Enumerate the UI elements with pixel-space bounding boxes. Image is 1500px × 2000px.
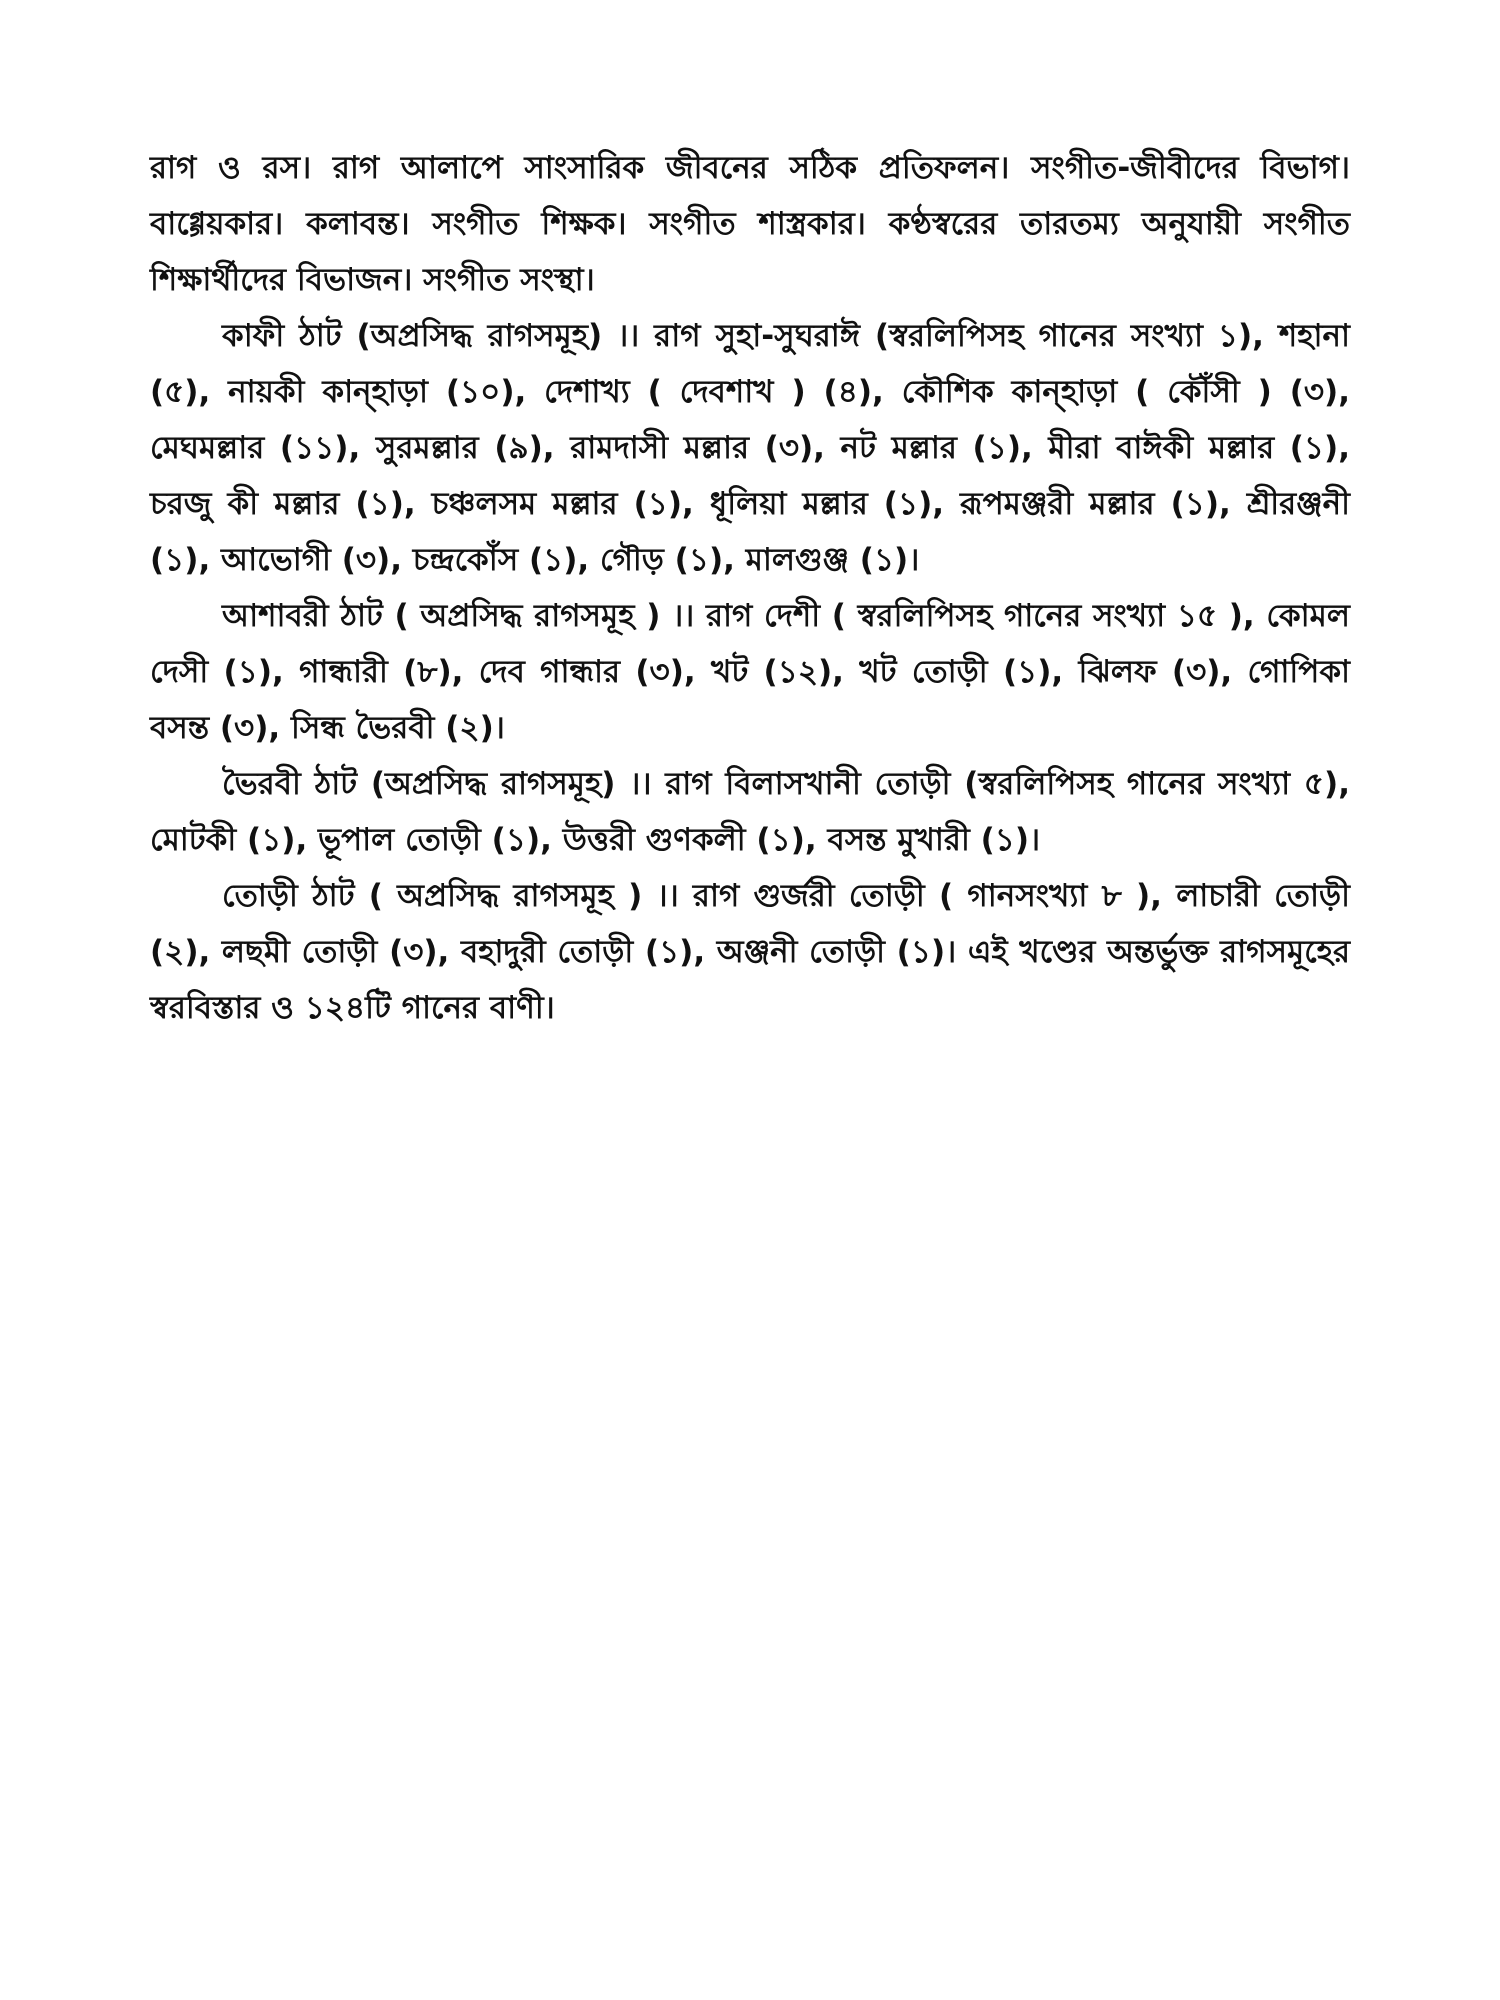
paragraph-topics: রাগ ও রস। রাগ আলাপে সাংসারিক জীবনের সঠিক প্রতিফলন। সংগীত-জীবীদের বিভাগ। বাগ্গেয়কার। কলাবন্ত। সংগীত শিক্ষক। সংগীত শাস্ত্রকার। কণ্ঠস্বরের তারতম্য অনুযায়ী সংগীত শিক্ষার্থীদের বিভাজন। সংগীত সংস্থা। [150, 150, 1350, 298]
paragraph-bhairavi-thaat: ভৈরবী ঠাট (অপ্রসিদ্ধ রাগসমূহ) ।। রাগ বিলাসখানী তোড়ী (স্বরলিপিসহ গানের সংখ্যা ৫), মোটকী (১), ভূপাল তোড়ী (১), উত্তরী গুণকলী (১), বসন্ত মুখারী (১)। [150, 766, 1350, 858]
paragraph-kafi-thaat: কাফী ঠাট (অপ্রসিদ্ধ রাগসমূহ) ।। রাগ সুহা-সুঘরাঈ (স্বরলিপিসহ গানের সংখ্যা ১), শহানা (৫), নায়কী কান্হাড়া (১০), দেশাখ্য ( দেবশাখ ) (৪), কৌশিক কান্হাড়া ( কৌঁসী ) (৩), মেঘমল্লার (১১), সুরমল্লার (৯), রামদাসী মল্লার (৩), নট মল্লার (১), মীরা বাঈকী মল্লার (১), চরজু কী মল্লার (১), চঞ্চলসম মল্লার (১), ধূলিয়া মল্লার (১), রূপমঞ্জরী মল্লার (১), শ্রীরঞ্জনী (১), আভোগী (৩), চন্দ্রকোঁস (১), গৌড় (১), মালগুঞ্জ (১)। [150, 318, 1350, 578]
paragraph-asavari-thaat: আশাবরী ঠাট ( অপ্রসিদ্ধ রাগসমূহ ) ।। রাগ দেশী ( স্বরলিপিসহ গানের সংখ্যা ১৫ ), কোমল দেসী (১), গান্ধারী (৮), দেব গান্ধার (৩), খট (১২), খট তোড়ী (১), ঝিলফ (৩), গোপিকা বসন্ত (৩), সিন্ধ ভৈরবী (২)। [150, 598, 1350, 746]
document-page [150, 140, 1350, 1036]
paragraph-todi-thaat: তোড়ী ঠাট ( অপ্রসিদ্ধ রাগসমূহ ) ।। রাগ গুর্জরী তোড়ী ( গানসংখ্যা ৮ ), লাচারী তোড়ী (২), লছমী তোড়ী (৩), বহাদুরী তোড়ী (১), অঞ্জনী তোড়ী (১)। এই খণ্ডের অন্তর্ভুক্ত রাগসমূহের স্বরবিস্তার ও ১২৪টি গানের বাণী। [150, 878, 1350, 1026]
